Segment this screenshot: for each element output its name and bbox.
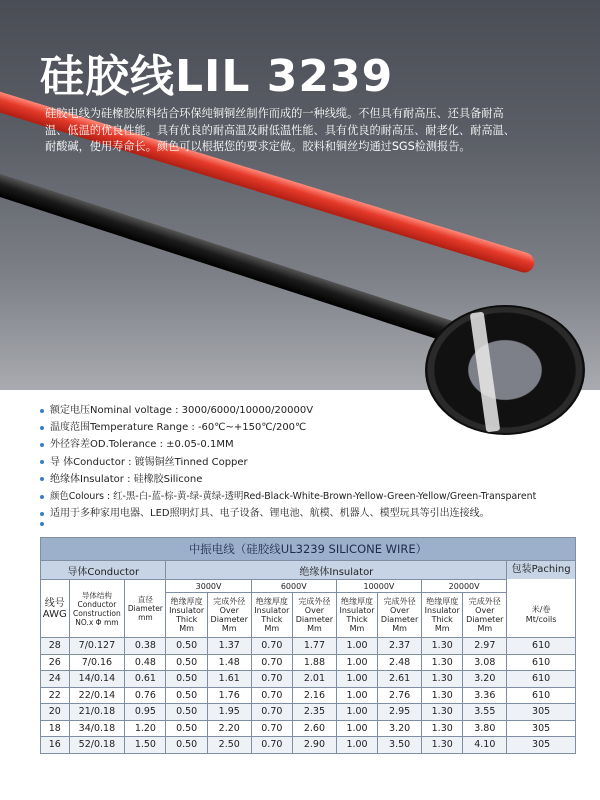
table-row (41, 687, 576, 704)
spec-item: 外径容差OD.Tolerance : ±0.05-0.1MM (40, 436, 600, 453)
header-over: 完成外径 Over Diameter Mm (378, 593, 422, 638)
bullet-icon (40, 409, 44, 413)
table-cell: 3.50 (378, 737, 422, 754)
table-cell: 0.76 (125, 687, 166, 704)
table-cell: 1.77 (292, 638, 336, 655)
table-cell: 2.50 (207, 737, 251, 754)
table-cell: 0.70 (251, 638, 292, 655)
table-cell: 21/0.18 (69, 704, 125, 721)
packing-label: 包装Paching (507, 560, 575, 579)
table-row (41, 720, 576, 737)
header-over: 完成外径 Over Diameter Mm (207, 593, 251, 638)
table-cell: 0.50 (166, 737, 207, 754)
bullet-icon (40, 426, 44, 430)
header-thick: 绝缘厚度 Insulator Thick Mm (166, 593, 207, 638)
header-awg: 线号 AWG (41, 580, 70, 638)
table-cell: 26 (41, 654, 70, 671)
table-cell: 4.10 (463, 737, 507, 754)
table-row (41, 638, 576, 655)
table-cell: 0.50 (166, 671, 207, 688)
bullet-icon (40, 522, 44, 526)
table-cell: 1.00 (336, 704, 377, 721)
table-cell: 18 (41, 720, 70, 737)
table-cell: 1.30 (422, 737, 463, 754)
table-row (41, 737, 576, 754)
table-cell: 52/0.18 (69, 737, 125, 754)
table-cell: 1.61 (207, 671, 251, 688)
header-thick: 绝缘厚度 Insulator Thick Mm (422, 593, 463, 638)
table-cell: 610 (507, 671, 576, 688)
table-cell: 20 (41, 704, 70, 721)
bullet-icon (40, 443, 44, 447)
voltage-6000: 6000V (251, 580, 336, 593)
table-cell: 0.50 (166, 638, 207, 655)
table-cell: 2.20 (207, 720, 251, 737)
table-cell: 1.48 (207, 654, 251, 671)
table-row (41, 671, 576, 688)
table-cell: 2.76 (378, 687, 422, 704)
table-cell: 1.30 (422, 687, 463, 704)
table-cell: 3.80 (463, 720, 507, 737)
table-cell: 610 (507, 687, 576, 704)
table-cell: 1.50 (125, 737, 166, 754)
table-cell: 305 (507, 720, 576, 737)
table-cell: 24 (41, 671, 70, 688)
table-cell: 3.20 (378, 720, 422, 737)
spec-item: 导 体Conductor : 镀锡铜丝Tinned Copper (40, 454, 600, 471)
table-cell: 1.00 (336, 671, 377, 688)
table-cell: 14/0.14 (69, 671, 125, 688)
table-cell: 0.95 (125, 704, 166, 721)
table-cell: 2.61 (378, 671, 422, 688)
table-cell: 7/0.127 (69, 638, 125, 655)
voltage-3000: 3000V (166, 580, 251, 593)
spec-item (40, 522, 600, 526)
table-cell: 2.37 (378, 638, 422, 655)
table-cell: 1.30 (422, 654, 463, 671)
spec-item: 颜色Colours : 红-黑-白-蓝-棕-黄-绿-黄绿-透明Red-Black-White-Brown-Yellow-Green-Yellow/Green-Transparent (40, 488, 600, 505)
table-cell: 1.37 (207, 638, 251, 655)
packing-unit: 米/卷 Mt/coils (525, 605, 557, 624)
table-cell: 0.50 (166, 720, 207, 737)
table-cell: 0.50 (166, 654, 207, 671)
spec-list (40, 402, 600, 526)
table-cell: 2.60 (292, 720, 336, 737)
group-insulator: 绝缘体Insulator (166, 561, 507, 580)
group-conductor: 导体Conductor (41, 561, 166, 580)
table-cell: 610 (507, 654, 576, 671)
table-cell: 0.70 (251, 704, 292, 721)
page-title: 硅胶线LIL 3239 (40, 51, 394, 102)
table-cell: 1.00 (336, 687, 377, 704)
table-cell: 22 (41, 687, 70, 704)
table-cell: 0.48 (125, 654, 166, 671)
table-cell: 0.50 (166, 704, 207, 721)
table-cell: 1.00 (336, 720, 377, 737)
table-cell: 2.16 (292, 687, 336, 704)
voltage-20000: 20000V (422, 580, 507, 593)
table-cell: 1.20 (125, 720, 166, 737)
header-thick: 绝缘厚度 Insulator Thick Mm (251, 593, 292, 638)
table-cell: 16 (41, 737, 70, 754)
table-cell: 7/0.16 (69, 654, 125, 671)
table-cell: 2.48 (378, 654, 422, 671)
spec-item: 适用于多种家用电器、LED照明灯具、电子设备、锂电池、航模、机器人、模型玩具等引出连接线。 (40, 505, 600, 522)
spec-item: 额定电压Nominal voltage : 3000/6000/10000/20000V (40, 402, 600, 419)
table-row (41, 654, 576, 671)
bullet-icon (40, 495, 44, 499)
table-cell: 2.97 (463, 638, 507, 655)
table-body (41, 638, 576, 754)
table-cell: 2.35 (292, 704, 336, 721)
table-cell: 0.38 (125, 638, 166, 655)
table-row (41, 704, 576, 721)
group-packing (507, 561, 576, 638)
table-cell: 1.30 (422, 638, 463, 655)
table-cell: 1.30 (422, 720, 463, 737)
table-cell: 28 (41, 638, 70, 655)
table-cell: 1.30 (422, 704, 463, 721)
spec-table (40, 537, 576, 754)
table-title: 中振电线（硅胶线UL3239 SILICONE WIRE） (41, 538, 576, 561)
table-cell: 3.08 (463, 654, 507, 671)
table-cell: 1.00 (336, 638, 377, 655)
table-cell: 1.88 (292, 654, 336, 671)
table-cell: 1.30 (422, 671, 463, 688)
table-cell: 1.76 (207, 687, 251, 704)
spec-item: 绝缘体Insulator : 硅橡胶Silicone (40, 471, 600, 488)
table-cell: 2.95 (378, 704, 422, 721)
table-cell: 1.00 (336, 737, 377, 754)
table-cell: 610 (507, 638, 576, 655)
table-cell: 1.95 (207, 704, 251, 721)
table-cell: 0.70 (251, 687, 292, 704)
table-cell: 0.50 (166, 687, 207, 704)
table-cell: 0.70 (251, 720, 292, 737)
table-cell: 305 (507, 737, 576, 754)
header-over: 完成外径 Over Diameter Mm (292, 593, 336, 638)
table-cell: 0.70 (251, 671, 292, 688)
header-diameter: 直径 Diameter mm (125, 580, 166, 638)
table-cell: 0.70 (251, 654, 292, 671)
header-construction: 导体结构 Conductor Construction NO.x Φ mm (69, 580, 125, 638)
intro-paragraph: 硅胶电线为硅橡胶原料结合环保纯铜铜丝制作而成的一种线缆。不但具有耐高压、还具备耐高温、低温的优良性能。具有优良的耐高温及耐低温性能、具有优良的耐高压、耐老化、耐高温、耐酸碱，使用寿命长。颜色可以根据您的要求定做。胶料和铜丝均通过SGS检测报告。 (45, 107, 515, 153)
table-cell: 3.55 (463, 704, 507, 721)
spec-item: 温度范围Temperature Range : -60℃~+150℃/200℃ (40, 419, 600, 436)
table-cell: 1.00 (336, 654, 377, 671)
table-cell: 2.01 (292, 671, 336, 688)
bullet-icon (40, 460, 44, 464)
table-cell: 305 (507, 704, 576, 721)
table-cell: 3.20 (463, 671, 507, 688)
table-cell: 0.61 (125, 671, 166, 688)
bullet-icon (40, 477, 44, 481)
bullet-icon (40, 512, 44, 516)
voltage-10000: 10000V (336, 580, 421, 593)
table-cell: 2.90 (292, 737, 336, 754)
table-cell: 34/0.18 (69, 720, 125, 737)
table-cell: 0.70 (251, 737, 292, 754)
header-over: 完成外径 Over Diameter Mm (463, 593, 507, 638)
table-cell: 3.36 (463, 687, 507, 704)
table-cell: 22/0.14 (69, 687, 125, 704)
header-thick: 绝缘厚度 Insulator Thick Mm (336, 593, 377, 638)
